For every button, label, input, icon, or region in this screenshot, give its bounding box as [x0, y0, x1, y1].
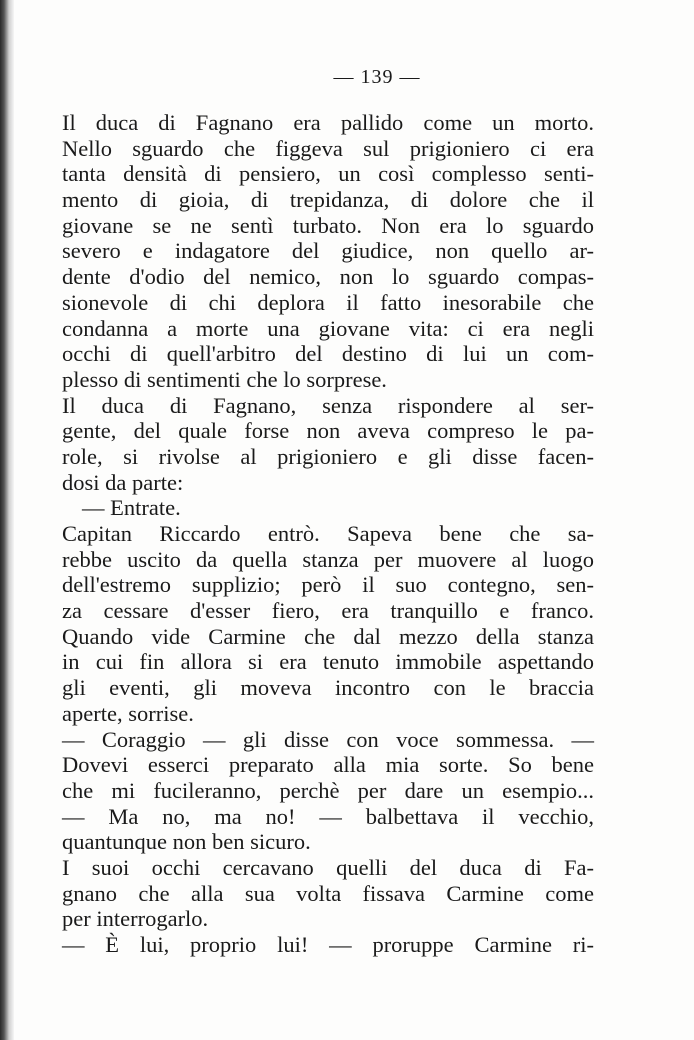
text-line: dosi da parte:	[62, 469, 184, 495]
text-line: Capitan Riccardo entrò. Sapeva bene che sa-	[62, 521, 594, 546]
text-line: condanna a morte una giovane vita: ci era negli	[62, 315, 594, 341]
text-line: dente d'odio del nemico, non lo sguardo compas-	[62, 264, 594, 290]
text-line: che mi fucileranno, perchè per dare un esempio...	[62, 777, 594, 803]
text-line: I suoi occhi cercavano quelli del duca di Fa-	[62, 854, 594, 880]
text-line: gli eventi, gli moveva incontro con le braccia	[62, 675, 594, 701]
text-line: in cui fin allora si era tenuto immobile aspettando	[62, 649, 594, 675]
text-line: mento di gioia, di trepidanza, di dolore che il	[62, 187, 594, 213]
text-line: severo e indagatore del giudice, non quello ar-	[62, 238, 594, 264]
page-binding-edge	[0, 0, 14, 1040]
text-line: sionevole di chi deplora il fatto inesorabile che	[62, 289, 594, 315]
text-line: rebbe uscito da quella stanza per muovere al luogo	[62, 546, 594, 572]
text-line: — Ma no, ma no! — balbettava il vecchio,	[62, 803, 594, 829]
text-line: Nello sguardo che figgeva sul prigioniero ci era	[62, 135, 594, 161]
text-line: Il duca di Fagnano, senza rispondere al ser-	[62, 392, 594, 418]
text-line: Quando vide Carmine che dal mezzo della stanza	[62, 623, 594, 649]
text-line: gente, del quale forse non aveva compreso le pa-	[62, 418, 594, 444]
text-line: gnano che alla sua volta fissava Carmine come	[62, 880, 594, 906]
text-line: role, si rivolse al prigioniero e gli disse facen-	[62, 443, 594, 469]
text-line: za cessare d'esser fiero, era tranquillo e franco.	[62, 598, 594, 624]
text-line: per interrogarlo.	[62, 906, 209, 932]
text-line: dell'estremo supplizio; però il suo contegno, sen-	[62, 572, 594, 598]
text-line: Dovevi esserci preparato alla mia sorte. So bene	[62, 752, 594, 778]
text-line: — Entrate.	[82, 495, 181, 521]
text-line: — Coraggio — gli disse con voce sommessa. —	[62, 726, 594, 752]
text-line: occhi di quell'arbitro del destino di lui un com-	[62, 341, 594, 367]
page-number: — 139 —	[333, 66, 421, 88]
text-line: Il duca di Fagnano era pallido come un morto.	[62, 110, 594, 135]
text-line: quantunque non ben sicuro.	[62, 829, 311, 855]
text-line: tanta densità di pensiero, un così complesso senti-	[62, 161, 594, 187]
text-line: plesso di sentimenti che lo sorprese.	[62, 366, 387, 392]
text-line: giovane se ne sentì turbato. Non era lo sguardo	[62, 212, 594, 238]
text-line: — È lui, proprio lui! — proruppe Carmine ri-	[62, 932, 594, 957]
text-line: aperte, sorrise.	[62, 700, 194, 726]
body-text	[62, 110, 594, 958]
